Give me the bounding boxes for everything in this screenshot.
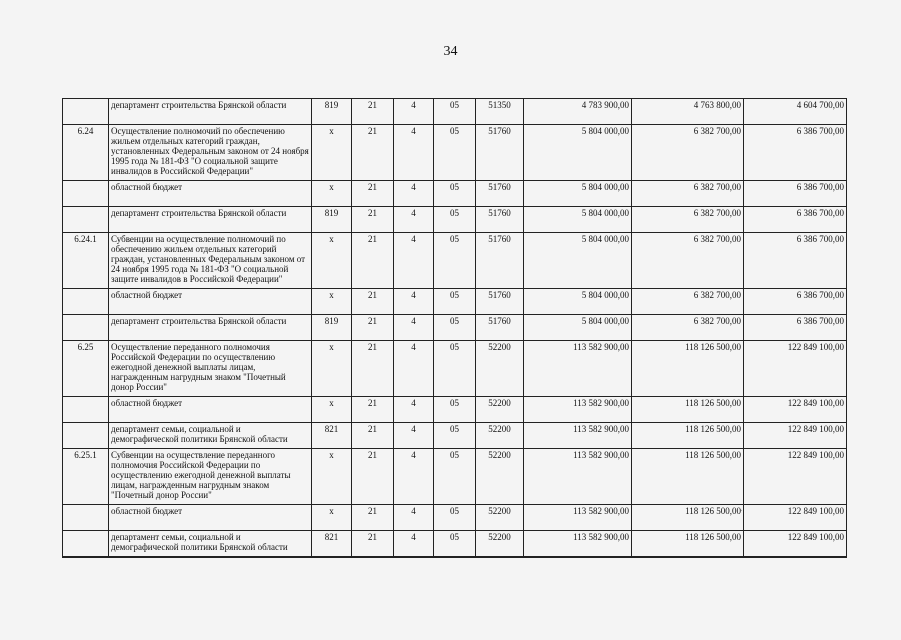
description-cell: департамент строительства Брянской области <box>109 99 312 125</box>
row-number-cell <box>63 181 109 207</box>
admin-code-cell: х <box>312 505 352 531</box>
table-row <box>63 449 847 505</box>
table-row <box>63 315 847 341</box>
description-cell: департамент строительства Брянской области <box>109 207 312 233</box>
subsection-code-cell: 4 <box>394 99 434 125</box>
section-code-cell: 21 <box>352 505 394 531</box>
amount-year1-cell: 5 804 000,00 <box>524 315 632 341</box>
amount-year1-cell: 113 582 900,00 <box>524 449 632 505</box>
amount-year3-cell: 122 849 100,00 <box>744 505 847 531</box>
page-number: 34 <box>443 44 458 59</box>
row-number-cell: 6.25.1 <box>63 449 109 505</box>
program-code-cell: 05 <box>434 397 476 423</box>
amount-year3-cell: 6 386 700,00 <box>744 315 847 341</box>
program-code-cell: 05 <box>434 315 476 341</box>
admin-code-cell: 819 <box>312 99 352 125</box>
amount-year3-cell: 6 386 700,00 <box>744 289 847 315</box>
subsection-code-cell: 4 <box>394 125 434 181</box>
amount-year3-cell: 122 849 100,00 <box>744 423 847 449</box>
target-code-cell: 52200 <box>476 341 524 397</box>
amount-year1-cell: 113 582 900,00 <box>524 505 632 531</box>
subsection-code-cell: 4 <box>394 449 434 505</box>
admin-code-cell: 819 <box>312 315 352 341</box>
description-cell: департамент семьи, социальной и демографической политики Брянской области <box>109 531 312 558</box>
target-code-cell: 51760 <box>476 233 524 289</box>
subsection-code-cell: 4 <box>394 181 434 207</box>
admin-code-cell: х <box>312 289 352 315</box>
row-number-cell <box>63 289 109 315</box>
target-code-cell: 51760 <box>476 181 524 207</box>
program-code-cell: 05 <box>434 99 476 125</box>
amount-year2-cell: 118 126 500,00 <box>632 449 744 505</box>
row-number-cell: 6.24.1 <box>63 233 109 289</box>
row-number-cell <box>63 397 109 423</box>
section-code-cell: 21 <box>352 341 394 397</box>
target-code-cell: 51760 <box>476 289 524 315</box>
section-code-cell: 21 <box>352 315 394 341</box>
amount-year2-cell: 118 126 500,00 <box>632 397 744 423</box>
subsection-code-cell: 4 <box>394 531 434 558</box>
description-cell: областной бюджет <box>109 181 312 207</box>
description-cell: Субвенции на осуществление переданного полномочия Российской Федерации по осуществлению ежегодной денежной выплаты лицам, награжденным нагрудным знаком "Почетный донор России" <box>109 449 312 505</box>
admin-code-cell: х <box>312 449 352 505</box>
target-code-cell: 52200 <box>476 423 524 449</box>
section-code-cell: 21 <box>352 289 394 315</box>
program-code-cell: 05 <box>434 125 476 181</box>
section-code-cell: 21 <box>352 397 394 423</box>
admin-code-cell: х <box>312 181 352 207</box>
table-row <box>63 397 847 423</box>
admin-code-cell: 819 <box>312 207 352 233</box>
description-cell: областной бюджет <box>109 397 312 423</box>
description-cell: Субвенции на осуществление полномочий по обеспечению жильем отдельных категорий граждан, установленных Федеральным законом от 24 ноября 1995 года № 181-ФЗ "О социальной защите инвалидов в Российской Федерации" <box>109 233 312 289</box>
subsection-code-cell: 4 <box>394 233 434 289</box>
target-code-cell: 52200 <box>476 397 524 423</box>
description-cell: департамент строительства Брянской области <box>109 315 312 341</box>
amount-year2-cell: 4 763 800,00 <box>632 99 744 125</box>
table-row <box>63 505 847 531</box>
row-number-cell <box>63 315 109 341</box>
subsection-code-cell: 4 <box>394 289 434 315</box>
section-code-cell: 21 <box>352 423 394 449</box>
amount-year2-cell: 6 382 700,00 <box>632 315 744 341</box>
amount-year3-cell: 122 849 100,00 <box>744 531 847 558</box>
row-number-cell <box>63 99 109 125</box>
admin-code-cell: 821 <box>312 531 352 558</box>
description-cell: областной бюджет <box>109 505 312 531</box>
amount-year1-cell: 4 783 900,00 <box>524 99 632 125</box>
section-code-cell: 21 <box>352 181 394 207</box>
amount-year1-cell: 5 804 000,00 <box>524 125 632 181</box>
amount-year2-cell: 118 126 500,00 <box>632 341 744 397</box>
row-number-cell: 6.24 <box>63 125 109 181</box>
amount-year1-cell: 5 804 000,00 <box>524 207 632 233</box>
row-number-cell <box>63 505 109 531</box>
amount-year1-cell: 5 804 000,00 <box>524 289 632 315</box>
amount-year2-cell: 6 382 700,00 <box>632 233 744 289</box>
amount-year2-cell: 6 382 700,00 <box>632 181 744 207</box>
table-row <box>63 207 847 233</box>
description-cell: областной бюджет <box>109 289 312 315</box>
amount-year3-cell: 6 386 700,00 <box>744 125 847 181</box>
amount-year3-cell: 122 849 100,00 <box>744 449 847 505</box>
amount-year2-cell: 6 382 700,00 <box>632 125 744 181</box>
program-code-cell: 05 <box>434 505 476 531</box>
amount-year3-cell: 6 386 700,00 <box>744 233 847 289</box>
amount-year1-cell: 5 804 000,00 <box>524 181 632 207</box>
row-number-cell: 6.25 <box>63 341 109 397</box>
target-code-cell: 51760 <box>476 207 524 233</box>
target-code-cell: 52200 <box>476 505 524 531</box>
amount-year2-cell: 118 126 500,00 <box>632 505 744 531</box>
program-code-cell: 05 <box>434 341 476 397</box>
target-code-cell: 52200 <box>476 531 524 558</box>
subsection-code-cell: 4 <box>394 207 434 233</box>
table-body <box>63 99 847 558</box>
target-code-cell: 51760 <box>476 315 524 341</box>
amount-year2-cell: 118 126 500,00 <box>632 423 744 449</box>
program-code-cell: 05 <box>434 531 476 558</box>
section-code-cell: 21 <box>352 125 394 181</box>
description-cell: Осуществление переданного полномочия Российской Федерации по осуществлению ежегодной денежной выплаты лицам, награжденным нагрудным знаком "Почетный донор России" <box>109 341 312 397</box>
program-code-cell: 05 <box>434 207 476 233</box>
description-cell: Осуществление полномочий по обеспечению жильем отдельных категорий граждан, установленных Федеральным законом от 24 ноября 1995 года № 181-ФЗ "О социальной защите инвалидов в Российской Федерации" <box>109 125 312 181</box>
amount-year3-cell: 6 386 700,00 <box>744 207 847 233</box>
amount-year2-cell: 118 126 500,00 <box>632 531 744 558</box>
table-row <box>63 99 847 125</box>
subsection-code-cell: 4 <box>394 341 434 397</box>
row-number-cell <box>63 207 109 233</box>
amount-year1-cell: 113 582 900,00 <box>524 531 632 558</box>
row-number-cell <box>63 423 109 449</box>
amount-year2-cell: 6 382 700,00 <box>632 207 744 233</box>
admin-code-cell: х <box>312 233 352 289</box>
description-cell: департамент семьи, социальной и демографической политики Брянской области <box>109 423 312 449</box>
program-code-cell: 05 <box>434 423 476 449</box>
section-code-cell: 21 <box>352 99 394 125</box>
amount-year1-cell: 5 804 000,00 <box>524 233 632 289</box>
table-row <box>63 341 847 397</box>
amount-year1-cell: 113 582 900,00 <box>524 423 632 449</box>
target-code-cell: 52200 <box>476 449 524 505</box>
amount-year3-cell: 6 386 700,00 <box>744 181 847 207</box>
subsection-code-cell: 4 <box>394 505 434 531</box>
admin-code-cell: х <box>312 125 352 181</box>
section-code-cell: 21 <box>352 207 394 233</box>
admin-code-cell: х <box>312 341 352 397</box>
table-row <box>63 181 847 207</box>
subsection-code-cell: 4 <box>394 315 434 341</box>
amount-year3-cell: 122 849 100,00 <box>744 397 847 423</box>
amount-year3-cell: 4 604 700,00 <box>744 99 847 125</box>
amount-year3-cell: 122 849 100,00 <box>744 341 847 397</box>
table-row <box>63 233 847 289</box>
row-number-cell <box>63 531 109 558</box>
subsection-code-cell: 4 <box>394 397 434 423</box>
program-code-cell: 05 <box>434 181 476 207</box>
amount-year2-cell: 6 382 700,00 <box>632 289 744 315</box>
amount-year1-cell: 113 582 900,00 <box>524 341 632 397</box>
subsection-code-cell: 4 <box>394 423 434 449</box>
admin-code-cell: х <box>312 397 352 423</box>
target-code-cell: 51760 <box>476 125 524 181</box>
amount-year1-cell: 113 582 900,00 <box>524 397 632 423</box>
table-row <box>63 531 847 558</box>
program-code-cell: 05 <box>434 449 476 505</box>
table-row <box>63 423 847 449</box>
stray-mark: ˎ <box>740 502 743 511</box>
admin-code-cell: 821 <box>312 423 352 449</box>
program-code-cell: 05 <box>434 233 476 289</box>
table-row <box>63 289 847 315</box>
section-code-cell: 21 <box>352 233 394 289</box>
section-code-cell: 21 <box>352 449 394 505</box>
target-code-cell: 51350 <box>476 99 524 125</box>
table-row <box>63 125 847 181</box>
section-code-cell: 21 <box>352 531 394 558</box>
program-code-cell: 05 <box>434 289 476 315</box>
budget-table <box>62 98 847 558</box>
